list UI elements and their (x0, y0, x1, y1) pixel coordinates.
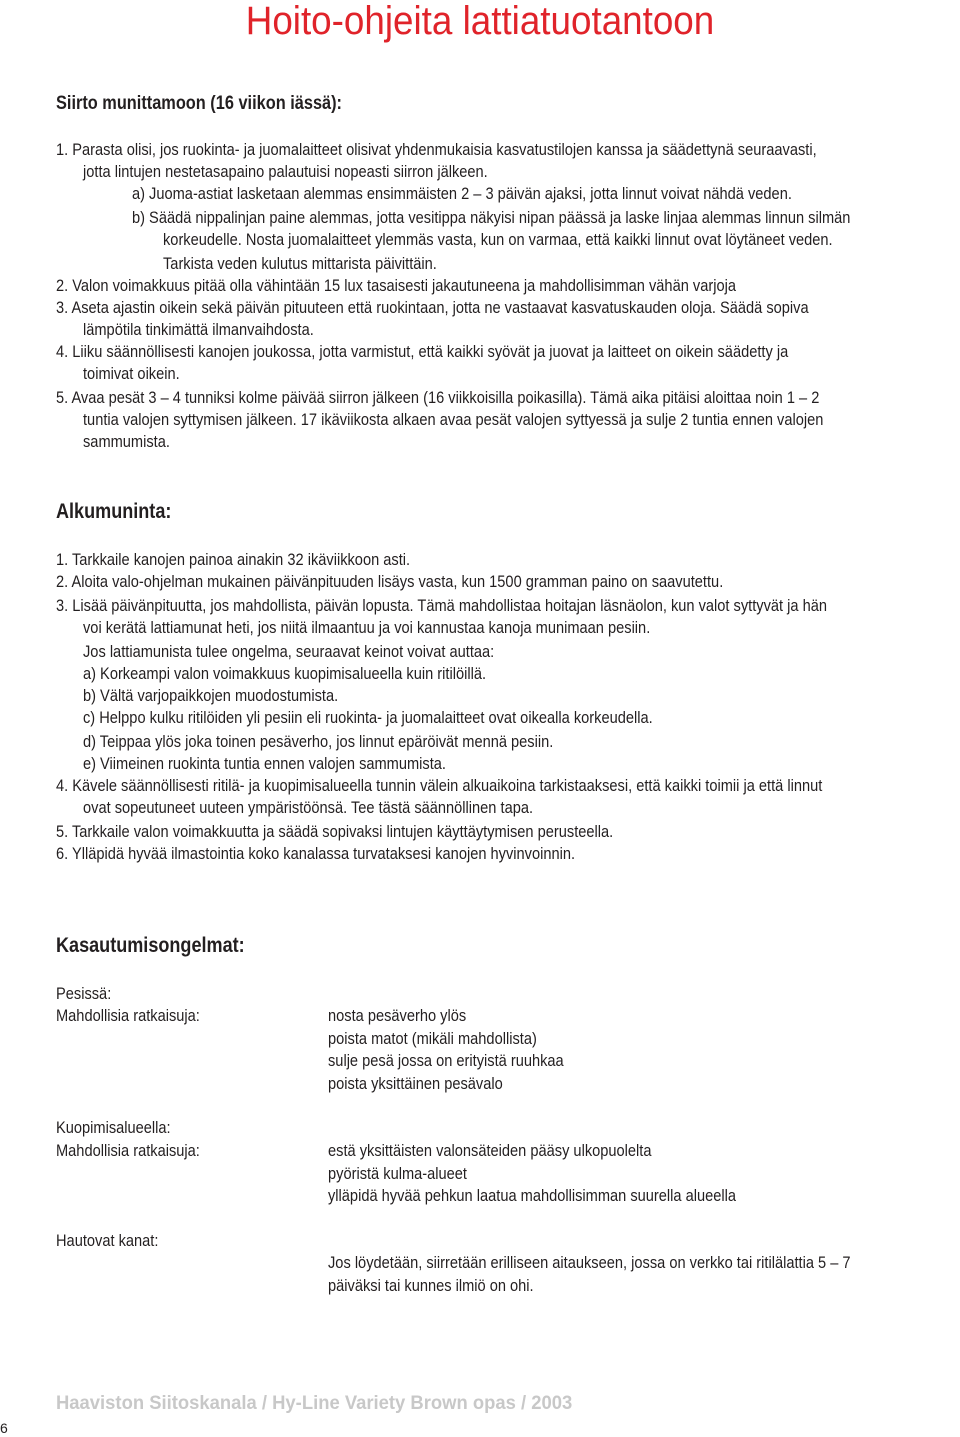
list-item: b) Vältä varjopaikkojen muodostumista. (83, 686, 339, 705)
list-item: b) Säädä nippalinjan paine alemmas, jotta vesitippa näkyisi nipan päässä ja laske linjaa alemmas linnun silmän (132, 208, 851, 227)
list-item: lämpötila tinkimättä ilmanvaihdosta. (83, 320, 314, 339)
list-item: 2. Aloita valo-ohjelman mukainen päivänpituuden lisäys vasta, kun 1500 gramman paino on saavutettu. (56, 572, 724, 591)
label-solutions: Mahdollisia ratkaisuja: (56, 1141, 200, 1160)
list-item: 1. Tarkkaile kanojen painoa ainakin 32 ikäviikkoon asti. (56, 550, 411, 569)
list-item: 6. Ylläpidä hyvää ilmastointia koko kanalassa turvataksesi kanojen hyvinvoinnin. (56, 844, 576, 863)
list-item: sammumista. (83, 432, 170, 451)
solution-item: poista matot (mikäli mahdollista) (328, 1029, 537, 1048)
page-title: Hoito-ohjeita lattiatuotantoon (245, 0, 715, 43)
list-item: ovat sopeutuneet uuteen ympäristöönsä. Tee tästä säännöllinen tapa. (83, 798, 534, 817)
list-item: korkeudelle. Nosta juomalaitteet ylemmäs vasta, kun on varmaa, että kaikki linnut ovat löytäneet veden. (163, 230, 833, 249)
label-broody-hens: Hautovat kanat: (56, 1231, 159, 1250)
page-number: 6 (0, 1420, 8, 1436)
solution-item: sulje pesä jossa on erityistä ruuhkaa (328, 1051, 564, 1070)
list-item: jotta lintujen nestetasapaino palautuisi nopeasti siirron jälkeen. (83, 162, 488, 181)
list-item: e) Viimeinen ruokinta tuntia ennen valojen sammumista. (83, 754, 446, 773)
list-item: toimivat oikein. (83, 364, 180, 383)
list-item: d) Teippaa ylös joka toinen pesäverho, jos linnut epäröivät mennä pesiin. (83, 732, 554, 751)
list-item: 2. Valon voimakkuus pitää olla vähintään 15 lux tasaisesti jakautuneena ja mahdollisimman vähän varjoja (56, 276, 736, 295)
list-item: 1. Parasta olisi, jos ruokinta- ja juomalaitteet olisivat yhdenmukaisia kasvatustilojen kanssa ja säädettynä seuraavasti, (56, 140, 817, 159)
list-item: Jos lattiamunista tulee ongelma, seuraavat keinot voivat auttaa: (83, 642, 495, 661)
list-item: tuntia valojen syttymisen jälkeen. 17 ikäviikosta alkaen avaa pesät valojen syttyessä ja sulje 2 tuntia ennen valojen (83, 410, 824, 429)
section-heading-crowding: Kasautumisongelmat: (56, 934, 245, 957)
solution-item: poista yksittäinen pesävalo (328, 1074, 503, 1093)
list-item: Tarkista veden kulutus mittarista päivittäin. (163, 254, 437, 273)
label-solutions: Mahdollisia ratkaisuja: (56, 1006, 200, 1025)
solution-item: estä yksittäisten valonsäteiden pääsy ulkopuolelta (328, 1141, 652, 1160)
list-item: 5. Tarkkaile valon voimakkuutta ja säädä sopivaksi lintujen käyttäytymisen perusteella. (56, 822, 614, 841)
solution-item: päiväksi tai kunnes ilmiö on ohi. (328, 1276, 534, 1295)
list-item: 3. Lisää päivänpituutta, jos mahdollista, päivän lopusta. Tämä mahdollistaa hoitajan läsnäolon, kun valot syttyvät ja hän (56, 596, 828, 615)
solution-item: nosta pesäverho ylös (328, 1006, 467, 1025)
list-item: voi kerätä lattiamunat heti, jos niitä ilmaantuu ja voi kannustaa kanoja munimaan pesiin. (83, 618, 651, 637)
list-item: c) Helppo kulku ritilöiden yli pesiin eli ruokinta- ja juomalaitteet ovat oikealla korkeudella. (83, 708, 653, 727)
list-item: 3. Aseta ajastin oikein sekä päivän pituuteen että ruokintaan, jotta ne vastaavat kasvatuskauden oloja. Säädä sopiva (56, 298, 809, 317)
section-heading-transfer: Siirto munittamoon (16 viikon iässä): (56, 93, 343, 114)
label-nests: Pesissä: (56, 984, 112, 1003)
page-footer: Haaviston Siitoskanala / Hy-Line Variety Brown opas / 2003 (56, 1393, 573, 1414)
solution-item: pyöristä kulma-alueet (328, 1164, 467, 1183)
list-item: 4. Liiku säännöllisesti kanojen joukossa, jotta varmistut, että kaikki syövät ja juovat ja laitteet on oikein säädetty ja (56, 342, 789, 361)
solution-item: Jos löydetään, siirretään erilliseen aitaukseen, jossa on verkko tai ritilälattia 5 – 7 (328, 1253, 851, 1272)
solution-item: ylläpidä hyvää pehkun laatua mahdollisimman suurella alueella (328, 1186, 736, 1205)
section-heading-early-laying: Alkumuninta: (56, 500, 172, 523)
label-scratch-area: Kuopimisalueella: (56, 1118, 171, 1137)
list-item: 5. Avaa pesät 3 – 4 tunniksi kolme päivää siirron jälkeen (16 viikkoisilla poikasilla). Tämä aika pitäisi aloittaa noin 1 – 2 (56, 388, 820, 407)
list-item: a) Juoma-astiat lasketaan alemmas ensimmäisten 2 – 3 päivän ajaksi, jotta linnut voivat nähdä veden. (132, 184, 792, 203)
list-item: a) Korkeampi valon voimakkuus kuopimisalueella kuin ritilöillä. (83, 664, 487, 683)
list-item: 4. Kävele säännöllisesti ritilä- ja kuopimisalueella tunnin välein alkuaikoina tarkistaaksesi, että kaikki toimii ja että linnut (56, 776, 823, 795)
